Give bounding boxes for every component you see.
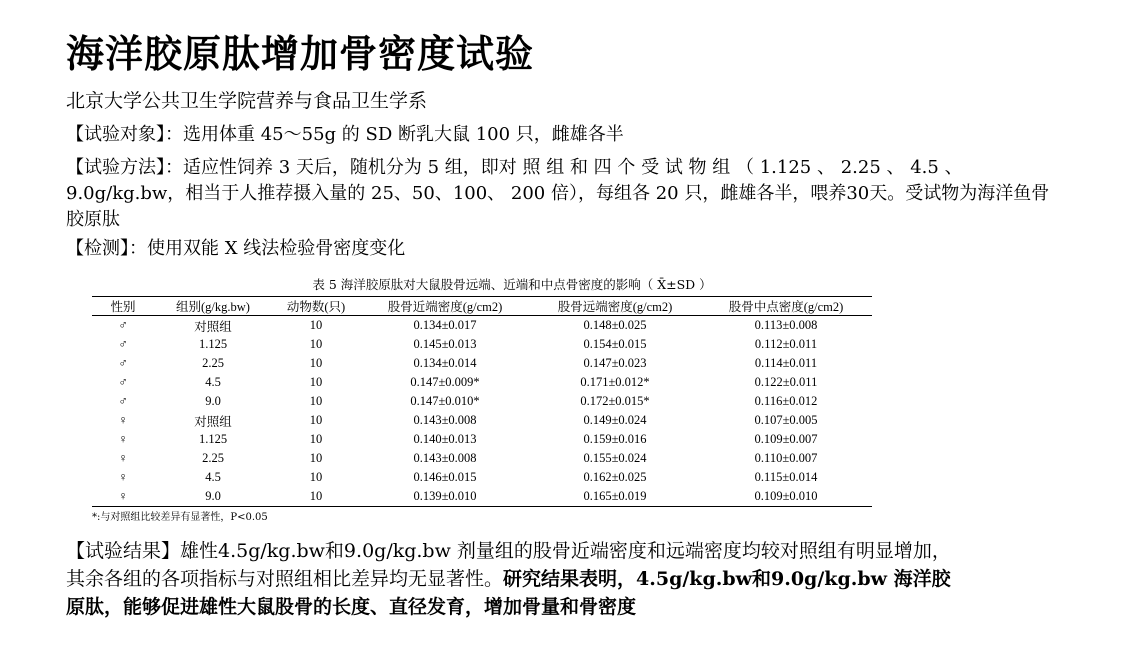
table-row (92, 449, 872, 468)
cell-distal: 0.172±0.015* (580, 394, 650, 408)
cell-distal: 0.165±0.019 (583, 489, 647, 503)
table-row (92, 335, 872, 354)
cell-sex: ♀ (118, 470, 128, 484)
table-row (92, 430, 872, 449)
header-count: 动物数(只) (272, 297, 360, 316)
table-row (92, 468, 872, 487)
subjects-label: 【试验对象】 (66, 124, 165, 145)
cell-proximal: 0.143±0.008 (413, 413, 477, 427)
table-header-row (92, 297, 872, 316)
result-label: 【试验结果】 (66, 540, 181, 562)
cell-proximal: 0.139±0.010 (413, 489, 477, 503)
cell-distal: 0.171±0.012* (580, 375, 650, 389)
cell-midpoint: 0.116±0.012 (754, 394, 818, 408)
table-row (92, 392, 872, 411)
header-distal: 股骨远端密度(g/cm2) (530, 297, 700, 316)
result-paragraph (66, 537, 966, 621)
table-row (92, 373, 872, 392)
cell-count: 10 (309, 394, 323, 408)
cell-proximal: 0.134±0.014 (413, 356, 477, 370)
cell-count: 10 (309, 470, 323, 484)
cell-count: 10 (309, 337, 323, 351)
table-caption: 表 5 海洋胶原肽对大鼠股骨远端、近端和中点骨密度的影响（ X̄±SD ） (312, 277, 712, 292)
cell-midpoint: 0.110±0.007 (754, 451, 818, 465)
result-conclusion: 研究结果表明，4.5g/kg.bw和9.0g/kg.bw 海洋胶原肽，能够促进雄性大鼠股骨的长度、直径发育，增加骨量和骨密度 (66, 568, 951, 618)
cell-distal: 0.149±0.024 (583, 413, 647, 427)
cell-sex: ♂ (118, 337, 128, 351)
table-row (92, 411, 872, 430)
page-title: 海洋胶原肽增加骨密度试验 (66, 31, 535, 76)
method-text: ：适应性饲养 3 天后，随机分为 5 组，即对 照 组 和 四 个 受 试 物 组 （ 1.125 、 2.25 、 4.5 、 9.0g/kg.bw，相当于人推荐摄入量的 25、50、100、 200 倍），每组各 20 只，雌雄各半，喂养30天。受试物为海洋鱼骨胶原肽 (66, 157, 1050, 230)
cell-group: 4.5 (205, 470, 221, 484)
cell-midpoint: 0.109±0.010 (754, 489, 818, 503)
cell-sex: ♀ (118, 451, 128, 465)
cell-group: 2.25 (202, 356, 224, 370)
cell-proximal: 0.145±0.013 (413, 337, 477, 351)
cell-count: 10 (309, 375, 323, 389)
cell-midpoint: 0.107±0.005 (754, 413, 818, 427)
cell-midpoint: 0.114±0.011 (754, 356, 818, 370)
cell-distal: 0.148±0.025 (583, 318, 647, 332)
cell-proximal: 0.146±0.015 (413, 470, 477, 484)
method-label: 【试验方法】 (66, 157, 165, 178)
cell-sex: ♀ (118, 413, 128, 427)
header-sex: 性别 (92, 297, 154, 316)
cell-midpoint: 0.115±0.014 (754, 470, 818, 484)
cell-count: 10 (309, 356, 323, 370)
header-proximal: 股骨近端密度(g/cm2) (360, 297, 530, 316)
detection-paragraph (66, 236, 405, 262)
bone-density-table (92, 296, 872, 507)
cell-sex: ♂ (118, 375, 128, 389)
cell-count: 10 (309, 318, 323, 332)
cell-midpoint: 0.112±0.011 (754, 337, 818, 351)
cell-midpoint: 0.122±0.011 (754, 375, 818, 389)
table-row (92, 354, 872, 373)
header-midpoint: 股骨中点密度(g/cm2) (700, 297, 872, 316)
cell-group: 对照组 (194, 319, 232, 334)
cell-group: 1.125 (198, 432, 228, 446)
cell-group: 9.0 (205, 394, 221, 408)
cell-sex: ♂ (118, 394, 128, 408)
cell-distal: 0.162±0.025 (583, 470, 647, 484)
method-paragraph (66, 155, 1066, 233)
cell-proximal: 0.147±0.010* (410, 394, 480, 408)
cell-group: 对照组 (194, 414, 232, 429)
cell-proximal: 0.143±0.008 (413, 451, 477, 465)
cell-sex: ♀ (118, 489, 128, 503)
subjects-text: ：选用体重 45～55g 的 SD 断乳大鼠 100 只，雌雄各半 (165, 124, 624, 145)
cell-count: 10 (309, 451, 323, 465)
cell-sex: ♂ (118, 318, 128, 332)
cell-count: 10 (309, 432, 323, 446)
cell-group: 1.125 (198, 337, 228, 351)
cell-group: 4.5 (205, 375, 221, 389)
cell-midpoint: 0.109±0.007 (754, 432, 818, 446)
table-row (92, 487, 872, 507)
cell-proximal: 0.140±0.013 (413, 432, 477, 446)
table-footnote: *:与对照组比较差异有显著性，P<0.05 (92, 512, 268, 523)
results-table-block (92, 274, 872, 525)
cell-group: 9.0 (205, 489, 221, 503)
result-text: 雄性4.5g/kg.bw和9.0g/kg.bw 剂量组的股骨近端密度和远端密度均较对照组有明显增加，其余各组的各项指标与对照组相比差异均无显著性。 (66, 540, 951, 590)
cell-proximal: 0.134±0.017 (413, 318, 477, 332)
cell-sex: ♂ (118, 356, 128, 370)
affiliation: 北京大学公共卫生学院营养与食品卫生学系 (66, 90, 428, 112)
detection-label: 【检测】 (66, 238, 129, 259)
cell-distal: 0.155±0.024 (583, 451, 647, 465)
subjects-paragraph (66, 122, 624, 148)
cell-sex: ♀ (118, 432, 128, 446)
cell-midpoint: 0.113±0.008 (754, 318, 818, 332)
cell-distal: 0.159±0.016 (583, 432, 647, 446)
table-row (92, 316, 872, 336)
cell-group: 2.25 (202, 451, 224, 465)
cell-proximal: 0.147±0.009* (410, 375, 480, 389)
cell-distal: 0.147±0.023 (583, 356, 647, 370)
cell-count: 10 (309, 413, 323, 427)
cell-count: 10 (309, 489, 323, 503)
detection-text: ：使用双能 X 线法检验骨密度变化 (129, 238, 406, 259)
header-group: 组别(g/kg.bw) (154, 297, 272, 316)
cell-distal: 0.154±0.015 (583, 337, 647, 351)
